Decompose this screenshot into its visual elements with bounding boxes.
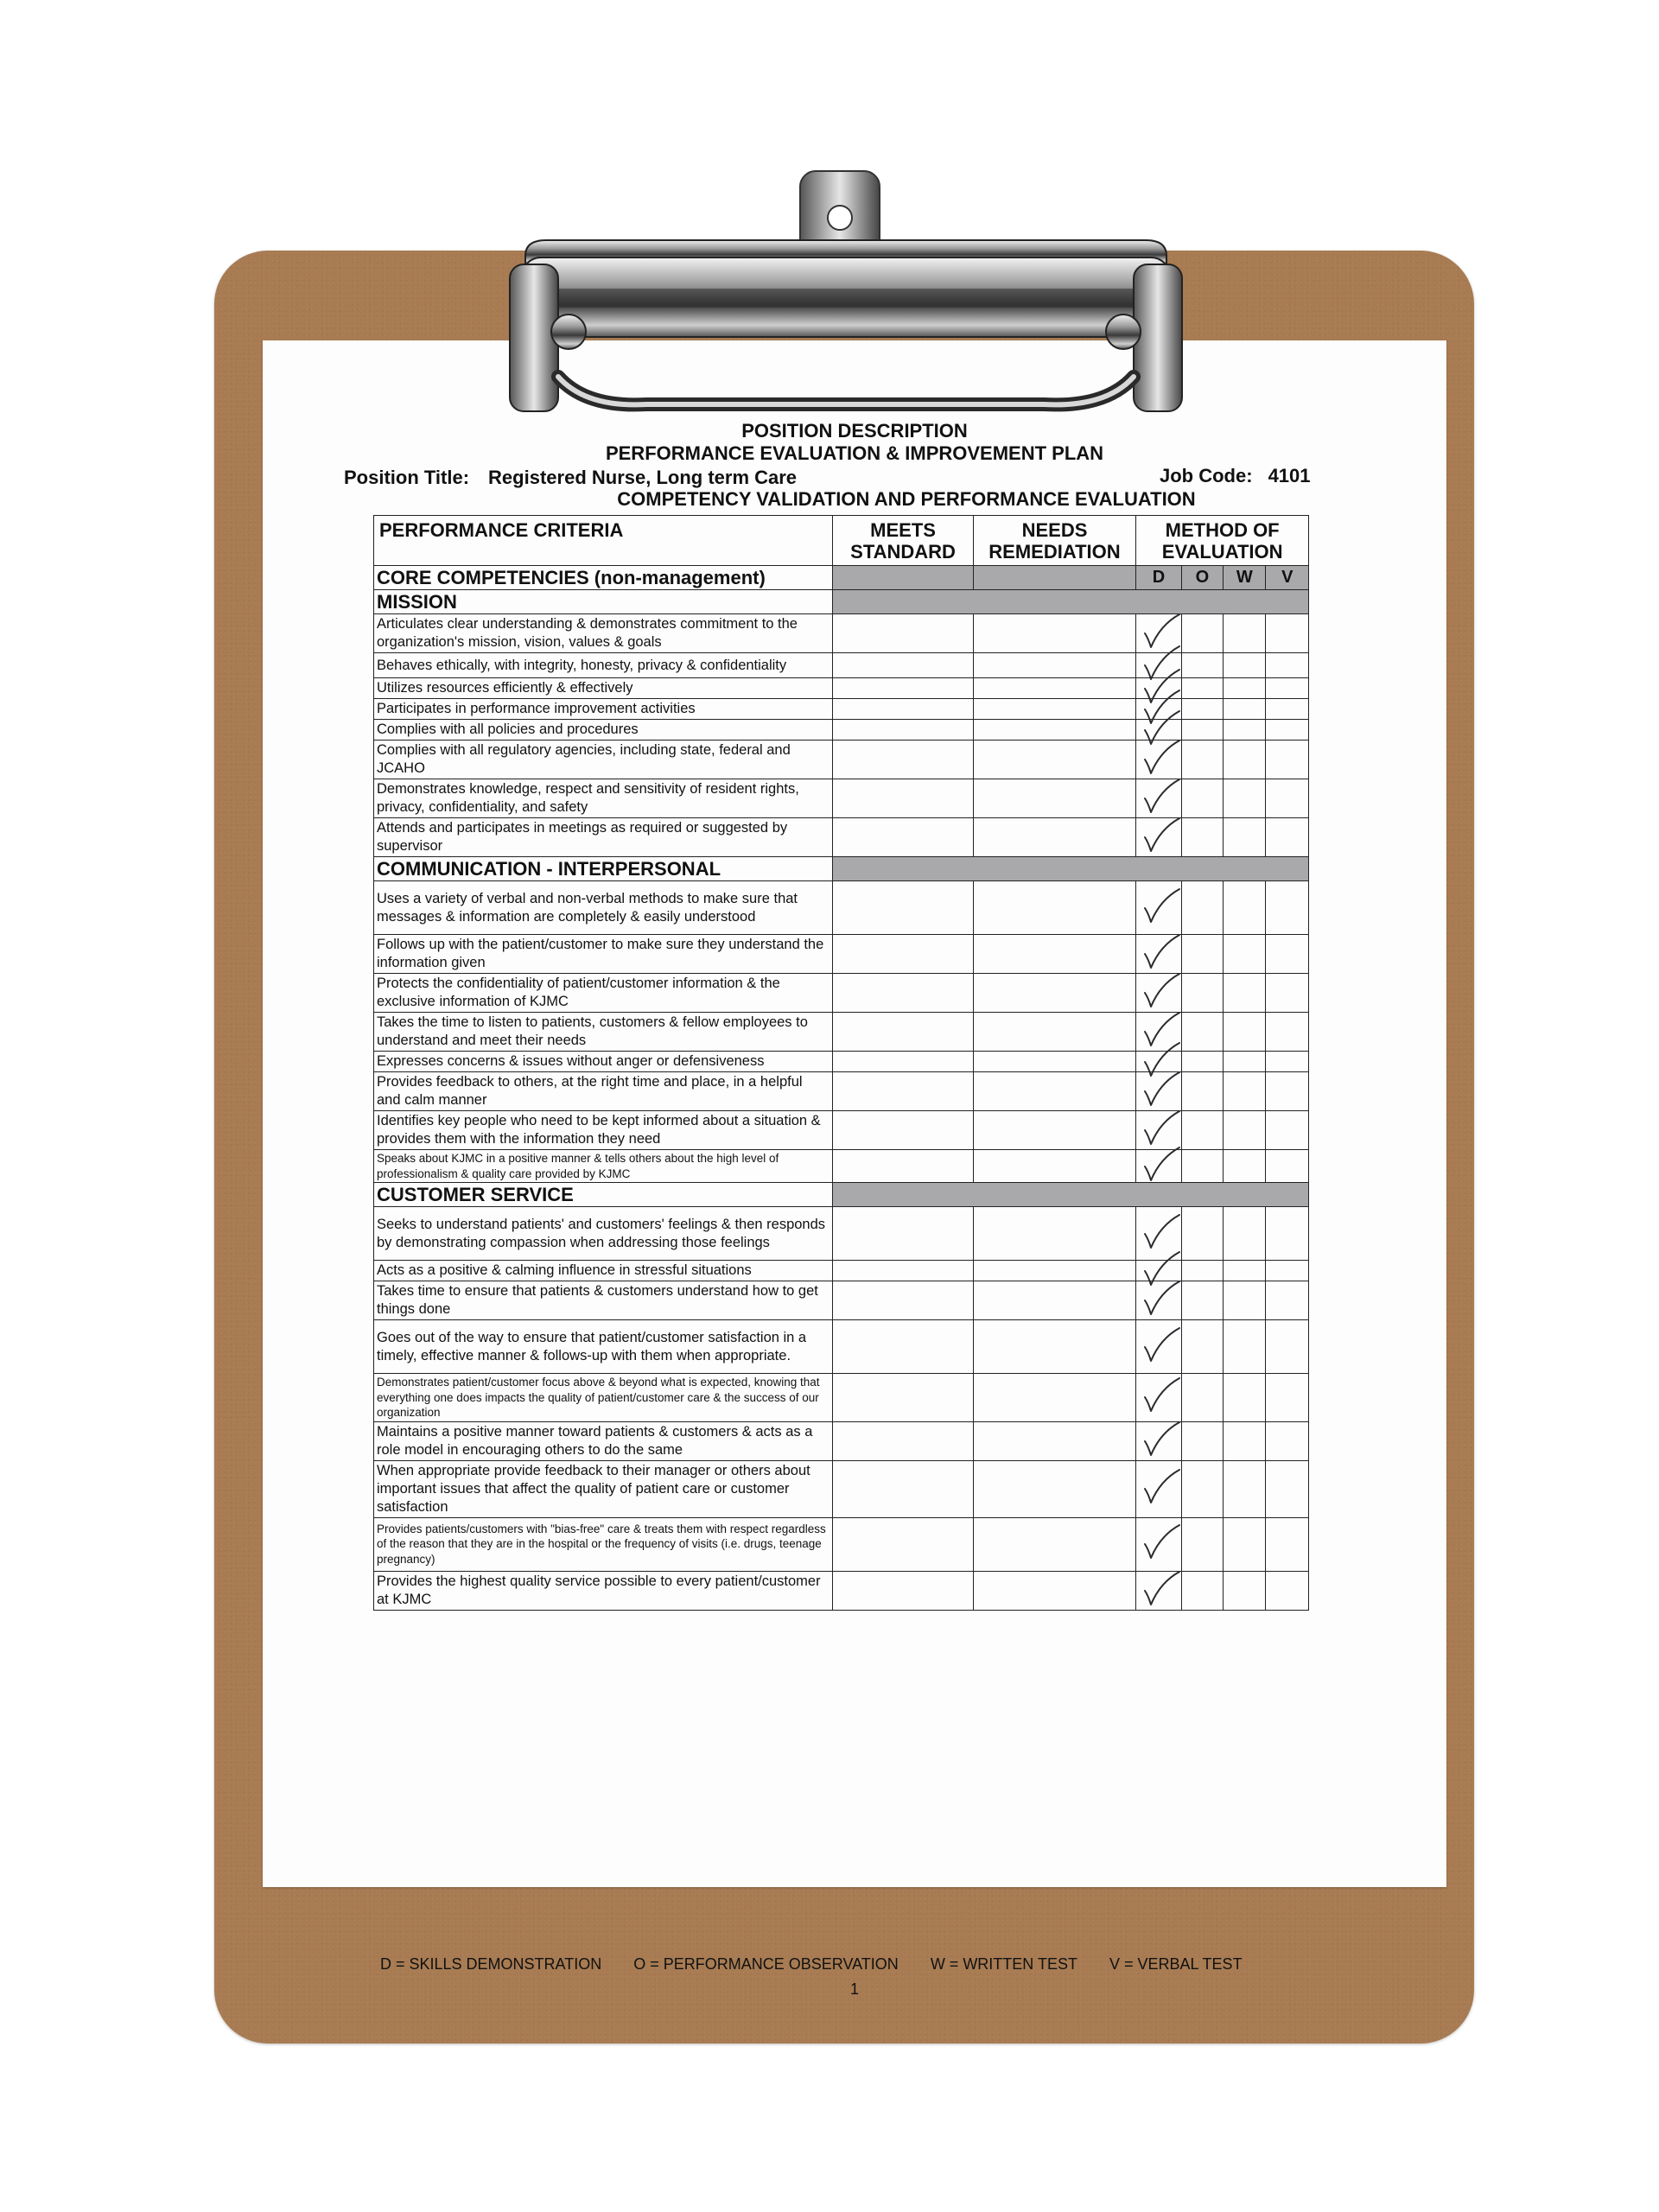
needs-remediation-cell[interactable] — [973, 614, 1136, 653]
meets-standard-cell[interactable] — [833, 974, 973, 1013]
method-v-cell[interactable] — [1266, 678, 1309, 699]
competency-title: COMPETENCY VALIDATION AND PERFORMANCE EVALUATION — [617, 488, 1196, 510]
method-code-o: O — [1181, 566, 1223, 590]
criteria-row — [374, 935, 1309, 974]
position-title-value: Registered Nurse, Long term Care — [488, 467, 798, 488]
method-d-cell[interactable] — [1136, 1571, 1181, 1610]
checkmark-icon — [1141, 1468, 1183, 1506]
method-d-cell[interactable] — [1136, 720, 1181, 741]
criteria-row — [374, 720, 1309, 741]
needs-remediation-header: NEEDS REMEDIATION — [973, 516, 1136, 566]
needs-remediation-cell[interactable] — [973, 1320, 1136, 1374]
method-d-cell[interactable] — [1136, 935, 1181, 974]
method-o-cell[interactable] — [1181, 1281, 1223, 1320]
criteria-row — [374, 741, 1309, 779]
document-subtitle: PERFORMANCE EVALUATION & IMPROVEMENT PLAN — [605, 442, 1104, 464]
method-v-cell[interactable] — [1266, 1052, 1309, 1072]
evaluation-form-page — [263, 340, 1446, 1998]
criteria-row — [374, 1517, 1309, 1571]
method-v-cell[interactable] — [1266, 1207, 1309, 1261]
checkmark-icon — [1141, 933, 1183, 971]
table-header-row — [374, 516, 1309, 566]
legend — [380, 1955, 1270, 1974]
method-d-cell[interactable] — [1136, 1052, 1181, 1072]
method-o-cell[interactable] — [1181, 741, 1223, 779]
section-title: MISSION — [374, 590, 833, 614]
core-competencies-row — [374, 566, 1309, 590]
evaluation-table — [373, 515, 1309, 1611]
needs-remediation-cell[interactable] — [973, 1052, 1136, 1072]
criteria-text: Participates in performance improvement activities — [374, 699, 833, 720]
method-d-cell[interactable] — [1136, 741, 1181, 779]
method-o-cell[interactable] — [1181, 1571, 1223, 1610]
method-code-d: D — [1136, 566, 1181, 590]
job-code-row — [1160, 465, 1311, 487]
page-number: 1 — [849, 1980, 859, 1998]
needs-remediation-cell[interactable] — [973, 1013, 1136, 1052]
method-o-cell[interactable] — [1181, 699, 1223, 720]
checkmark-icon — [1141, 1570, 1183, 1608]
position-title-label: Position Title: — [344, 467, 470, 488]
criteria-text: Expresses concerns & issues without anger or defensiveness — [374, 1052, 833, 1072]
checkmark-icon — [1141, 817, 1183, 855]
criteria-row — [374, 1150, 1309, 1183]
criteria-text: When appropriate provide feedback to their manager or others about important issues that affect the quality of patient care or customer satisfaction — [374, 1460, 833, 1517]
checkmark-icon — [1141, 739, 1183, 777]
meets-standard-header: MEETS STANDARD — [833, 516, 973, 566]
needs-remediation-cell[interactable] — [973, 1261, 1136, 1281]
checkmark-icon — [1141, 887, 1183, 925]
method-o-cell[interactable] — [1181, 779, 1223, 818]
checkmark-icon — [1141, 1071, 1183, 1109]
checkmark-icon — [1141, 1523, 1183, 1561]
method-v-cell[interactable] — [1266, 614, 1309, 653]
method-o-cell[interactable] — [1181, 1207, 1223, 1261]
method-v-cell[interactable] — [1266, 1460, 1309, 1517]
criteria-text: Follows up with the patient/customer to make sure they understand the information given — [374, 935, 833, 974]
method-o-cell[interactable] — [1181, 1374, 1223, 1422]
checkmark-icon — [1141, 1326, 1183, 1364]
method-o-cell[interactable] — [1181, 935, 1223, 974]
method-d-cell[interactable] — [1136, 1261, 1181, 1281]
needs-remediation-cell[interactable] — [973, 974, 1136, 1013]
criteria-text: Uses a variety of verbal and non-verbal methods to make sure that messages & information are completely & easily understood — [374, 881, 833, 935]
document-title: POSITION DESCRIPTION — [741, 420, 968, 442]
meets-standard-cell[interactable] — [833, 1460, 973, 1517]
method-o-cell[interactable] — [1181, 1261, 1223, 1281]
method-w-cell[interactable] — [1224, 1281, 1266, 1320]
section-row — [374, 857, 1309, 881]
method-o-cell[interactable] — [1181, 1150, 1223, 1183]
criteria-row — [374, 881, 1309, 935]
criteria-text: Maintains a positive manner toward patients & customers & acts as a role model in encouraging others to do the same — [374, 1421, 833, 1460]
meets-standard-cell[interactable] — [833, 1281, 973, 1320]
method-o-cell[interactable] — [1181, 1013, 1223, 1052]
method-w-cell[interactable] — [1224, 818, 1266, 857]
needs-remediation-cell[interactable] — [973, 1571, 1136, 1610]
meets-standard-cell[interactable] — [833, 1517, 973, 1571]
criteria-row — [374, 1261, 1309, 1281]
method-w-cell[interactable] — [1224, 699, 1266, 720]
method-v-cell[interactable] — [1266, 720, 1309, 741]
method-d-cell[interactable] — [1136, 1072, 1181, 1111]
method-w-cell[interactable] — [1224, 653, 1266, 678]
section-title: COMMUNICATION - INTERPERSONAL — [374, 857, 833, 881]
method-w-cell[interactable] — [1224, 1072, 1266, 1111]
method-o-cell[interactable] — [1181, 1052, 1223, 1072]
needs-remediation-cell[interactable] — [973, 678, 1136, 699]
method-o-cell[interactable] — [1181, 653, 1223, 678]
meets-standard-cell[interactable] — [833, 1207, 973, 1261]
needs-remediation-cell[interactable] — [973, 779, 1136, 818]
meets-standard-cell[interactable] — [833, 1571, 973, 1610]
checkmark-icon — [1141, 972, 1183, 1010]
legend-d: D = SKILLS DEMONSTRATION — [380, 1955, 602, 1973]
criteria-row — [374, 1571, 1309, 1610]
method-d-cell[interactable] — [1136, 1111, 1181, 1150]
clipboard-clip-icon — [508, 169, 1184, 420]
method-d-cell[interactable] — [1136, 1517, 1181, 1571]
method-w-cell[interactable] — [1224, 678, 1266, 699]
criteria-row — [374, 1320, 1309, 1374]
meets-standard-cell[interactable] — [833, 720, 973, 741]
meets-standard-cell[interactable] — [833, 741, 973, 779]
meets-standard-cell[interactable] — [833, 1320, 973, 1374]
method-d-cell[interactable] — [1136, 1281, 1181, 1320]
criteria-text: Seeks to understand patients' and customers' feelings & then responds by demonstrating compassion when addressing those feelings — [374, 1207, 833, 1261]
criteria-row — [374, 974, 1309, 1013]
meets-standard-cell[interactable] — [833, 1013, 973, 1052]
criteria-text: Acts as a positive & calming influence in stressful situations — [374, 1261, 833, 1281]
checkmark-icon — [1141, 1421, 1183, 1459]
criteria-row — [374, 779, 1309, 818]
criteria-text: Takes the time to listen to patients, customers & fellow employees to understand and meet their needs — [374, 1013, 833, 1052]
method-o-cell[interactable] — [1181, 720, 1223, 741]
criteria-row — [374, 1072, 1309, 1111]
checkmark-icon — [1141, 1280, 1183, 1318]
meets-standard-cell[interactable] — [833, 614, 973, 653]
meets-standard-cell[interactable] — [833, 935, 973, 974]
criteria-row — [374, 1052, 1309, 1072]
needs-remediation-cell[interactable] — [973, 881, 1136, 935]
method-w-cell[interactable] — [1224, 1111, 1266, 1150]
method-o-cell[interactable] — [1181, 974, 1223, 1013]
method-o-cell[interactable] — [1181, 881, 1223, 935]
method-w-cell[interactable] — [1224, 779, 1266, 818]
criteria-text: Provides the highest quality service possible to every patient/customer at KJMC — [374, 1571, 833, 1610]
method-w-cell[interactable] — [1224, 1013, 1266, 1052]
method-v-cell[interactable] — [1266, 741, 1309, 779]
method-v-cell[interactable] — [1266, 1072, 1309, 1111]
needs-remediation-cell[interactable] — [973, 935, 1136, 974]
legend-w: W = WRITTEN TEST — [930, 1955, 1077, 1973]
criteria-header: PERFORMANCE CRITERIA — [374, 516, 833, 566]
needs-remediation-cell[interactable] — [973, 1111, 1136, 1150]
method-d-cell[interactable] — [1136, 1374, 1181, 1422]
criteria-row — [374, 1421, 1309, 1460]
criteria-text: Behaves ethically, with integrity, honesty, privacy & confidentiality — [374, 653, 833, 678]
method-code-w: W — [1224, 566, 1266, 590]
criteria-text: Goes out of the way to ensure that patient/customer satisfaction in a timely, effective manner & follows-up with them when appropriate. — [374, 1320, 833, 1374]
needs-remediation-cell[interactable] — [973, 1150, 1136, 1183]
criteria-row — [374, 1460, 1309, 1517]
method-w-cell[interactable] — [1224, 741, 1266, 779]
method-w-cell[interactable] — [1224, 1421, 1266, 1460]
criteria-row — [374, 818, 1309, 857]
criteria-text: Protects the confidentiality of patient/customer information & the exclusive information of KJMC — [374, 974, 833, 1013]
method-o-cell[interactable] — [1181, 1460, 1223, 1517]
needs-remediation-cell[interactable] — [973, 741, 1136, 779]
method-w-cell[interactable] — [1224, 1207, 1266, 1261]
criteria-text: Speaks about KJMC in a positive manner & tells others about the high level of professionalism & quality care provided by KJMC — [374, 1150, 833, 1183]
job-code-label: Job Code: — [1160, 465, 1253, 486]
needs-remediation-cell[interactable] — [973, 1460, 1136, 1517]
criteria-text: Provides feedback to others, at the right time and place, in a helpful and calm manner — [374, 1072, 833, 1111]
needs-remediation-cell[interactable] — [973, 818, 1136, 857]
method-v-cell[interactable] — [1266, 935, 1309, 974]
criteria-text: Utilizes resources efficiently & effectively — [374, 678, 833, 699]
method-v-cell[interactable] — [1266, 1261, 1309, 1281]
method-w-cell[interactable] — [1224, 1261, 1266, 1281]
method-d-cell[interactable] — [1136, 1421, 1181, 1460]
method-v-cell[interactable] — [1266, 1320, 1309, 1374]
job-code-value: 4101 — [1268, 465, 1311, 486]
criteria-text: Attends and participates in meetings as required or suggested by supervisor — [374, 818, 833, 857]
meets-standard-cell[interactable] — [833, 1374, 973, 1422]
core-competencies-label: CORE COMPETENCIES (non-management) — [374, 566, 833, 590]
method-d-cell[interactable] — [1136, 779, 1181, 818]
checkmark-icon — [1141, 1376, 1183, 1414]
method-d-cell[interactable] — [1136, 1320, 1181, 1374]
meets-standard-cell[interactable] — [833, 653, 973, 678]
criteria-text: Complies with all policies and procedures — [374, 720, 833, 741]
meets-standard-cell[interactable] — [833, 1150, 973, 1183]
needs-remediation-cell[interactable] — [973, 720, 1136, 741]
method-d-cell[interactable] — [1136, 974, 1181, 1013]
method-v-cell[interactable] — [1266, 1571, 1309, 1610]
method-w-cell[interactable] — [1224, 1374, 1266, 1422]
meets-standard-cell[interactable] — [833, 1072, 973, 1111]
section-row — [374, 1183, 1309, 1207]
method-v-cell[interactable] — [1266, 1111, 1309, 1150]
method-v-cell[interactable] — [1266, 699, 1309, 720]
method-v-cell[interactable] — [1266, 1517, 1309, 1571]
meets-standard-cell[interactable] — [833, 699, 973, 720]
meets-standard-cell[interactable] — [833, 818, 973, 857]
method-w-cell[interactable] — [1224, 1517, 1266, 1571]
method-w-cell[interactable] — [1224, 614, 1266, 653]
criteria-row — [374, 1374, 1309, 1422]
method-o-cell[interactable] — [1181, 614, 1223, 653]
method-o-cell[interactable] — [1181, 678, 1223, 699]
method-o-cell[interactable] — [1181, 1517, 1223, 1571]
method-v-cell[interactable] — [1266, 1374, 1309, 1422]
method-v-cell[interactable] — [1266, 1013, 1309, 1052]
method-w-cell[interactable] — [1224, 1571, 1266, 1610]
method-v-cell[interactable] — [1266, 1150, 1309, 1183]
method-o-cell[interactable] — [1181, 1111, 1223, 1150]
method-d-cell[interactable] — [1136, 1460, 1181, 1517]
method-w-cell[interactable] — [1224, 1460, 1266, 1517]
method-v-cell[interactable] — [1266, 1281, 1309, 1320]
criteria-text: Takes time to ensure that patients & customers understand how to get things done — [374, 1281, 833, 1320]
method-o-cell[interactable] — [1181, 1421, 1223, 1460]
criteria-text: Demonstrates patient/customer focus above & beyond what is expected, knowing that everything one does impacts the quality of patient/customer care & the success of our organization — [374, 1374, 833, 1422]
meets-standard-cell[interactable] — [833, 678, 973, 699]
meets-standard-cell[interactable] — [833, 1111, 973, 1150]
criteria-row — [374, 1281, 1309, 1320]
criteria-text: Provides patients/customers with "bias-free" care & treats them with respect regardless of the reason that they are in the hospital or the frequency of visits (i.e. drugs, teenage pregnancy) — [374, 1517, 833, 1571]
method-d-cell[interactable] — [1136, 1150, 1181, 1183]
position-title-row — [344, 467, 797, 489]
section-title: CUSTOMER SERVICE — [374, 1183, 833, 1207]
method-w-cell[interactable] — [1224, 935, 1266, 974]
needs-remediation-cell[interactable] — [973, 699, 1136, 720]
legend-o: O = PERFORMANCE OBSERVATION — [633, 1955, 899, 1973]
method-w-cell[interactable] — [1224, 881, 1266, 935]
needs-remediation-cell[interactable] — [973, 1517, 1136, 1571]
method-v-cell[interactable] — [1266, 779, 1309, 818]
method-of-evaluation-header: METHOD OF EVALUATION — [1136, 516, 1309, 566]
checkmark-icon — [1141, 778, 1183, 816]
criteria-text: Demonstrates knowledge, respect and sensitivity of resident rights, privacy, confidentiality, and safety — [374, 779, 833, 818]
needs-remediation-cell[interactable] — [973, 1374, 1136, 1422]
method-w-cell[interactable] — [1224, 720, 1266, 741]
criteria-text: Identifies key people who need to be kept informed about a situation & provides them with the information they need — [374, 1111, 833, 1150]
meets-standard-cell[interactable] — [833, 1421, 973, 1460]
criteria-body — [374, 590, 1309, 1611]
method-w-cell[interactable] — [1224, 1150, 1266, 1183]
method-d-cell[interactable] — [1136, 881, 1181, 935]
meets-standard-cell[interactable] — [833, 1261, 973, 1281]
criteria-text: Articulates clear understanding & demonstrates commitment to the organization's mission, vision, values & goals — [374, 614, 833, 653]
method-w-cell[interactable] — [1224, 1052, 1266, 1072]
legend-v: V = VERBAL TEST — [1109, 1955, 1243, 1973]
method-v-cell[interactable] — [1266, 1421, 1309, 1460]
method-v-cell[interactable] — [1266, 818, 1309, 857]
section-row — [374, 590, 1309, 614]
checkmark-icon — [1141, 1109, 1183, 1147]
needs-remediation-cell[interactable] — [973, 653, 1136, 678]
criteria-text: Complies with all regulatory agencies, including state, federal and JCAHO — [374, 741, 833, 779]
criteria-row — [374, 1111, 1309, 1150]
method-o-cell[interactable] — [1181, 1072, 1223, 1111]
needs-remediation-cell[interactable] — [973, 1281, 1136, 1320]
needs-remediation-cell[interactable] — [973, 1421, 1136, 1460]
method-o-cell[interactable] — [1181, 818, 1223, 857]
needs-remediation-cell[interactable] — [973, 1072, 1136, 1111]
checkmark-icon — [1141, 1146, 1183, 1184]
method-w-cell[interactable] — [1224, 974, 1266, 1013]
method-d-cell[interactable] — [1136, 818, 1181, 857]
meets-standard-cell[interactable] — [833, 881, 973, 935]
method-v-cell[interactable] — [1266, 881, 1309, 935]
method-v-cell[interactable] — [1266, 974, 1309, 1013]
needs-remediation-cell[interactable] — [973, 1207, 1136, 1261]
method-v-cell[interactable] — [1266, 653, 1309, 678]
checkmark-icon — [1141, 1213, 1183, 1251]
method-w-cell[interactable] — [1224, 1320, 1266, 1374]
method-code-v: V — [1266, 566, 1309, 590]
method-o-cell[interactable] — [1181, 1320, 1223, 1374]
meets-standard-cell[interactable] — [833, 1052, 973, 1072]
meets-standard-cell[interactable] — [833, 779, 973, 818]
